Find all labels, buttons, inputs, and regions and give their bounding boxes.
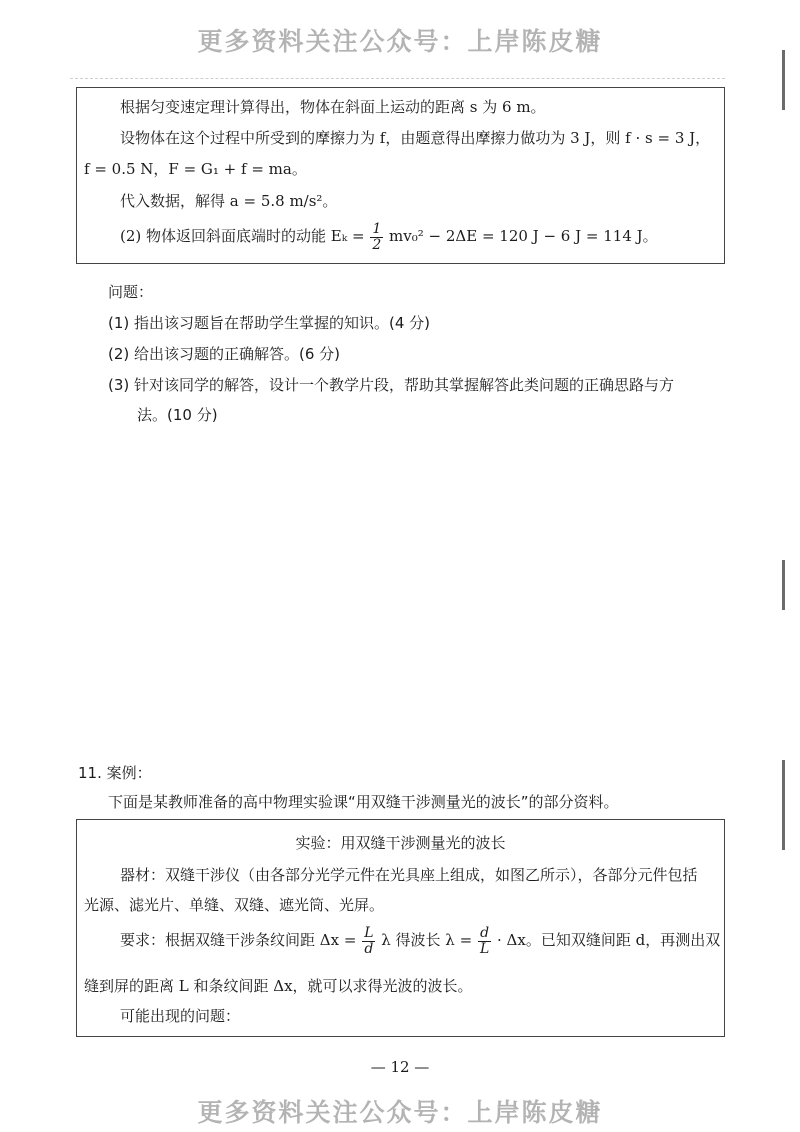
fraction-numerator: d: [478, 926, 491, 942]
requirement-text: λ 得波长 λ =: [381, 931, 473, 950]
questions-title: 问题：: [108, 283, 154, 301]
solution-line: 设物体在这个过程中所受到的摩擦力为 f，由题意得出摩擦力做功为 3 J，则 f · s = 3 J，: [120, 129, 711, 147]
equation-text: (2) 物体返回斜面底端时的动能 Eₖ =: [120, 227, 365, 246]
solution-line: 代入数据，解得 a = 5.8 m/s²。: [120, 192, 338, 210]
top-divider: [70, 78, 725, 80]
fraction: [362, 926, 375, 956]
watermark-bottom: 更多资料关注公众号：上岸陈皮糖: [197, 1098, 603, 1127]
fraction-denominator: d: [364, 940, 374, 957]
kinetic-energy-line: [120, 222, 658, 252]
question-item: (1) 指出该习题旨在帮助学生掌握的知识。(4 分): [108, 314, 431, 332]
requirement-line: 缝到屏的距离 L 和条纹间距 Δx，就可以求得光波的波长。: [84, 977, 473, 995]
issues-line: 可能出现的问题：: [120, 1007, 241, 1025]
watermark-top: 更多资料关注公众号：上岸陈皮糖: [197, 27, 603, 56]
case-heading: 11. 案例：: [78, 764, 152, 782]
fraction: [478, 926, 491, 956]
question-item-continued: 法。(10 分): [137, 406, 218, 424]
experiment-title: 实验：用双缝干涉测量光的波长: [295, 834, 506, 852]
fraction-numerator: L: [364, 925, 374, 941]
question-item: (2) 给出该习题的正确解答。(6 分): [108, 345, 341, 363]
requirement-text: 要求：根据双缝干涉条纹间距 Δx =: [120, 931, 357, 950]
equation-text: mv₀² − 2ΔE = 120 J − 6 J = 114 J。: [389, 227, 658, 246]
equipment-line: 光源、滤光片、单缝、双缝、遮光筒、光屏。: [84, 896, 385, 914]
equipment-line: 器材：双缝干涉仪（由各部分光学元件在光具座上组成，如图乙所示），各部分元件包括: [120, 866, 698, 884]
solution-line: f = 0.5 N，F = G₁ + f = ma。: [84, 160, 307, 178]
scan-edge-mark: [782, 50, 785, 110]
requirement-text: · Δx。已知双缝间距 d，再测出双: [497, 931, 721, 950]
scan-edge-mark: [782, 560, 785, 610]
requirement-line: [120, 926, 720, 956]
case-intro: 下面是某教师准备的高中物理实验课“用双缝干涉测量光的波长”的部分资料。: [108, 793, 619, 811]
solution-line: 根据匀变速定理计算得出，物体在斜面上运动的距离 s 为 6 m。: [120, 98, 546, 116]
fraction: [370, 222, 383, 252]
page-number: — 12 —: [370, 1058, 430, 1076]
fraction-numerator: 1: [372, 221, 382, 237]
fraction-denominator: L: [479, 940, 490, 957]
question-item: (3) 针对该同学的解答，设计一个教学片段，帮助其掌握解答此类问题的正确思路与方: [108, 376, 675, 394]
fraction-denominator: 2: [372, 236, 382, 253]
scan-edge-mark: [782, 760, 785, 850]
